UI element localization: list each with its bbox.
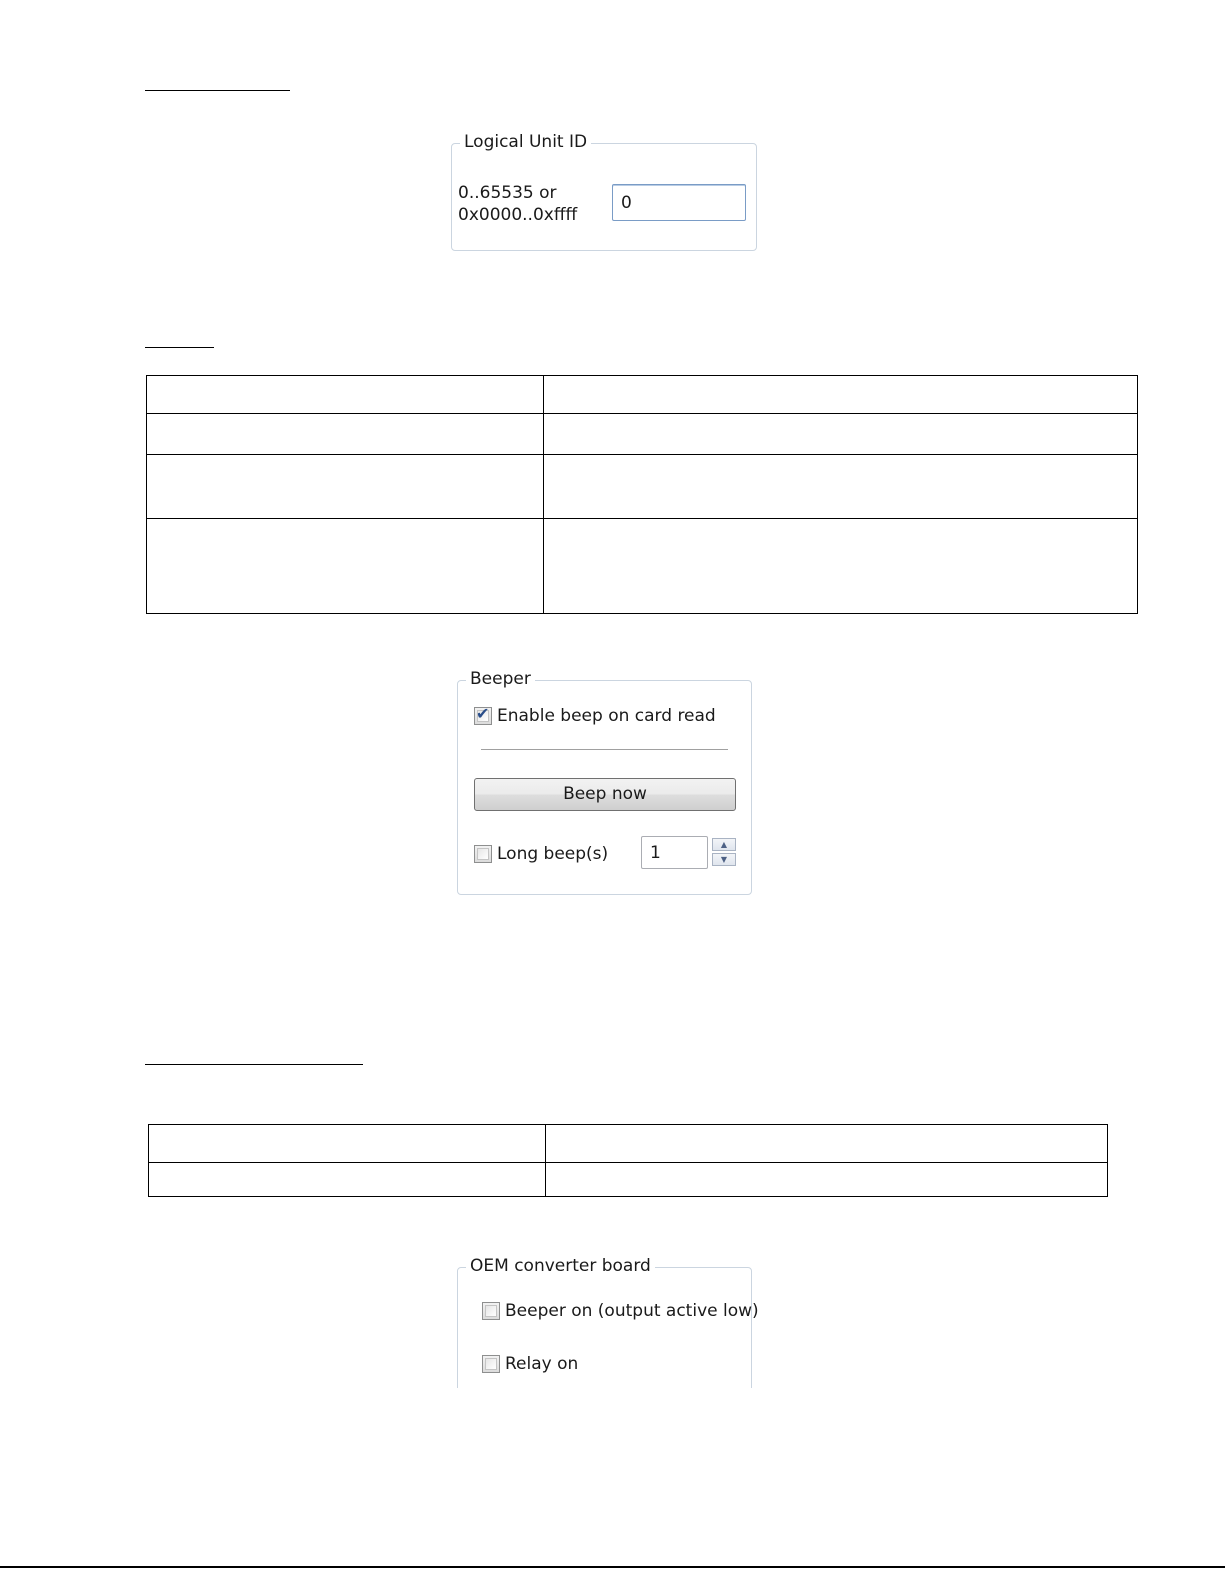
logical-unit-range-line2: 0x0000..0xffff [458,205,578,225]
long-beep-label[interactable]: Long beep(s) [497,844,609,864]
table-row [149,1125,1108,1163]
oem-group-clip [440,1250,770,1388]
checkbox-inner [485,1305,497,1317]
table-row [149,1163,1108,1197]
table-cell [147,376,544,414]
logical-unit-id-group [451,132,757,251]
table-row [147,414,1138,455]
relay-on-label[interactable]: Relay on [505,1354,579,1374]
section-heading-underline-1 [145,90,290,91]
spin-down-button[interactable] [712,853,736,866]
table-cell [544,376,1138,414]
table-cell [149,1163,546,1197]
logical-unit-range-line1: 0..65535 or [458,183,557,203]
checkbox-inner [477,848,489,860]
oem-converter-board-group [457,1256,759,1388]
table-cell [149,1125,546,1163]
table-cell [544,519,1138,614]
oem-group-label: OEM converter board [466,1256,655,1276]
table-cell [147,519,544,614]
table-row [147,455,1138,519]
beep-now-button[interactable] [474,778,736,811]
page-bottom-rule [0,1566,1225,1568]
enable-beep-checkbox[interactable] [474,704,492,725]
table-cell [147,455,544,519]
spin-up-icon: ▲ [720,840,728,849]
logical-unit-id-input[interactable] [612,184,746,221]
table-row [147,519,1138,614]
long-beep-count-input[interactable] [641,836,708,869]
spin-up-button[interactable] [712,838,736,851]
beeper-on-label[interactable]: Beeper on (output active low) [505,1301,759,1321]
section-heading-underline-3 [145,1064,363,1065]
checkbox-inner [485,1358,497,1370]
logical-unit-id-group-label: Logical Unit ID [460,132,591,152]
table-cell [544,414,1138,455]
relay-on-checkbox[interactable] [482,1355,500,1373]
table-1 [146,375,1138,614]
check-mark-icon: ✔ [476,704,490,723]
spin-down-icon: ▼ [720,855,728,864]
beeper-group [457,669,752,895]
enable-beep-label[interactable]: Enable beep on card read [497,706,716,726]
table-cell [544,455,1138,519]
table-cell [546,1125,1108,1163]
table-cell [546,1163,1108,1197]
beeper-separator [481,749,728,750]
beep-now-label: Beep now [563,784,647,804]
section-heading-underline-2 [145,347,214,348]
beeper-on-checkbox[interactable] [482,1302,500,1320]
table-2 [148,1124,1108,1197]
table-row [147,376,1138,414]
table-cell [147,414,544,455]
beeper-group-label: Beeper [466,669,535,689]
long-beep-checkbox[interactable] [474,845,492,863]
